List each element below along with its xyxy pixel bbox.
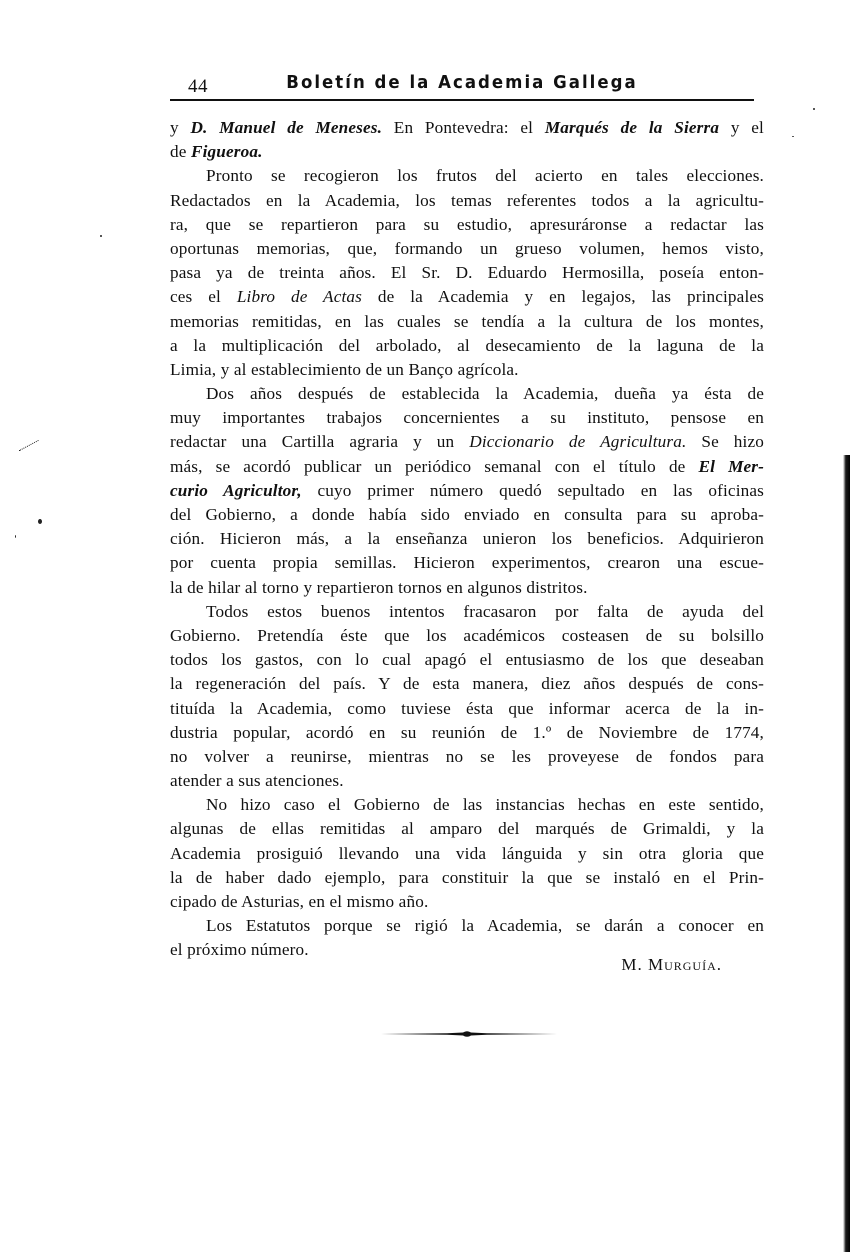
text-run: más, se acordó publicar un periódico semanal con el título de	[170, 456, 699, 476]
text-line	[170, 745, 764, 769]
text-run: de la Academia y en legajos, las principales	[362, 287, 765, 307]
text-line	[170, 430, 764, 454]
text-line	[170, 334, 764, 358]
author-surname: Murguía.	[647, 955, 722, 974]
italic-run: Marqués de la Sierra	[544, 118, 720, 137]
text-run: Pronto se recogieron los frutos del acierto en tales elecciones.	[206, 166, 764, 186]
text-run: Redactados en la Academia, los temas referentes todos a la agricultu-	[170, 190, 764, 210]
text-run: tituída la Academia, como tuviese ésta que informar acerca de la in-	[170, 698, 764, 718]
author-signature	[621, 955, 722, 975]
text-run: pasa ya de treinta años. El Sr. D. Eduardo Hermosilla, poseía enton-	[170, 263, 764, 283]
author-initial: M.	[621, 955, 643, 974]
text-run: Todos estos buenos intentos fracasaron por falta de ayuda del	[206, 601, 764, 621]
text-run: dustria popular, acordó en su reunión de 1.º de Noviembre de 1774,	[170, 722, 764, 742]
italic-run: Diccionario de Agricultura.	[469, 432, 687, 452]
text-line	[170, 793, 764, 817]
text-line	[170, 576, 764, 600]
text-line	[170, 527, 764, 551]
journal-title: Boletín de la Academia Gallega	[286, 72, 638, 93]
text-run: no volver a reunirse, mientras no se les proveyese de fondos para	[170, 746, 764, 766]
text-line	[170, 890, 764, 914]
text-run: oportunas memorias, que, formando un grueso volumen, hemos visto,	[170, 238, 764, 258]
italic-run: D. Manuel de Meneses.	[190, 118, 383, 137]
text-line	[170, 697, 764, 721]
scan-speck	[38, 519, 42, 524]
text-line	[170, 769, 764, 793]
text-line	[170, 624, 764, 648]
text-run: memorias remitidas, en las cuales se tendía a la cultura de los montes,	[170, 311, 764, 331]
text-line	[170, 817, 764, 841]
italic-run: El Mer-	[698, 456, 764, 476]
text-line	[170, 551, 764, 575]
text-run: redactar una Cartilla agraria y un	[170, 432, 470, 452]
text-line	[170, 237, 764, 261]
text-run: En Pontevedra: el	[382, 118, 545, 137]
text-run: de	[170, 142, 191, 162]
text-line	[170, 648, 764, 672]
text-run: Limia, y al establecimiento de un Banço agrícola.	[170, 359, 519, 379]
scan-speck	[15, 535, 16, 538]
text-run: cuyo primer número quedó sepultado en las oficinas	[301, 480, 764, 500]
text-run: la de haber dado ejemplo, para constituir la que se instaló en el Prin-	[170, 867, 764, 887]
text-run: todos los gastos, con lo cual apagó el entusiasmo de los que deseaban	[170, 650, 764, 670]
header-rule	[170, 99, 754, 101]
scan-speck	[813, 108, 815, 110]
text-run: y	[170, 118, 191, 137]
text-line	[170, 672, 764, 696]
text-run: Dos años después de establecida la Academia, dueña ya ésta de	[206, 384, 764, 404]
running-head	[170, 70, 754, 100]
text-line	[170, 866, 764, 890]
text-line	[170, 310, 764, 334]
text-line	[170, 213, 764, 237]
text-line	[170, 721, 764, 745]
text-run: la de hilar al torno y repartieron tornos en algunos distritos.	[170, 577, 588, 597]
text-run: cipado de Asturias, en el mismo año.	[170, 892, 429, 911]
text-run: Academia prosiguió llevando una vida lánguida y sin otra gloria que	[170, 843, 764, 863]
text-line	[170, 261, 764, 285]
italic-run: curio Agricultor,	[170, 480, 302, 500]
text-line	[170, 503, 764, 527]
text-run: y el	[719, 118, 764, 137]
text-line	[170, 455, 764, 479]
text-run: Los Estatutos porque se rigió la Academia, se darán a conocer en	[206, 916, 764, 936]
text-run: algunas de ellas remitidas al amparo del marqués de Grimaldi, y la	[170, 819, 764, 839]
text-run: a la multiplicación del arbolado, al desecamiento de la laguna de la	[170, 335, 764, 355]
text-line	[170, 406, 764, 430]
section-end-ornament-icon	[377, 1028, 557, 1040]
text-line	[170, 140, 764, 164]
text-line	[170, 600, 764, 624]
text-run: ces el	[170, 287, 237, 307]
scan-speck	[792, 136, 794, 137]
text-run: ción. Hicieron más, a la enseñanza unieron los beneficios. Adquirieron	[170, 529, 764, 549]
text-line	[170, 164, 764, 188]
text-run: el próximo número.	[170, 940, 309, 960]
text-line	[170, 358, 764, 382]
text-line	[170, 285, 764, 309]
scan-speck	[100, 235, 102, 237]
text-line	[170, 479, 764, 503]
text-run: por cuenta propia semillas. Hicieron experimentos, crearon una escue-	[170, 553, 764, 573]
text-line	[170, 116, 764, 140]
scan-artifact	[19, 440, 39, 452]
text-line	[170, 842, 764, 866]
text-run: del Gobierno, a donde había sido enviado en consulta para su aproba-	[170, 505, 764, 524]
page-number: 44	[188, 76, 208, 97]
text-run: ra, que se repartieron para su estudio, apresuráronse a redactar las	[170, 214, 764, 234]
italic-run: Figueroa.	[190, 142, 263, 162]
text-line	[170, 914, 764, 938]
text-run: Gobierno. Pretendía éste que los académicos costeasen de su bolsillo	[170, 625, 764, 645]
text-run: atender a sus atenciones.	[170, 771, 344, 791]
text-line	[170, 189, 764, 213]
text-run: la regeneración del país. Y de esta manera, diez años después de cons-	[170, 674, 764, 694]
article-body	[170, 116, 764, 963]
italic-run: Libro de Actas	[236, 287, 362, 307]
scan-border	[843, 455, 850, 1252]
text-run: muy importantes trabajos concernientes a su instituto, pensose en	[170, 408, 764, 428]
text-run: No hizo caso el Gobierno de las instancias hechas en este sentido,	[206, 795, 764, 815]
text-run: Se hizo	[686, 432, 764, 452]
text-line	[170, 382, 764, 406]
